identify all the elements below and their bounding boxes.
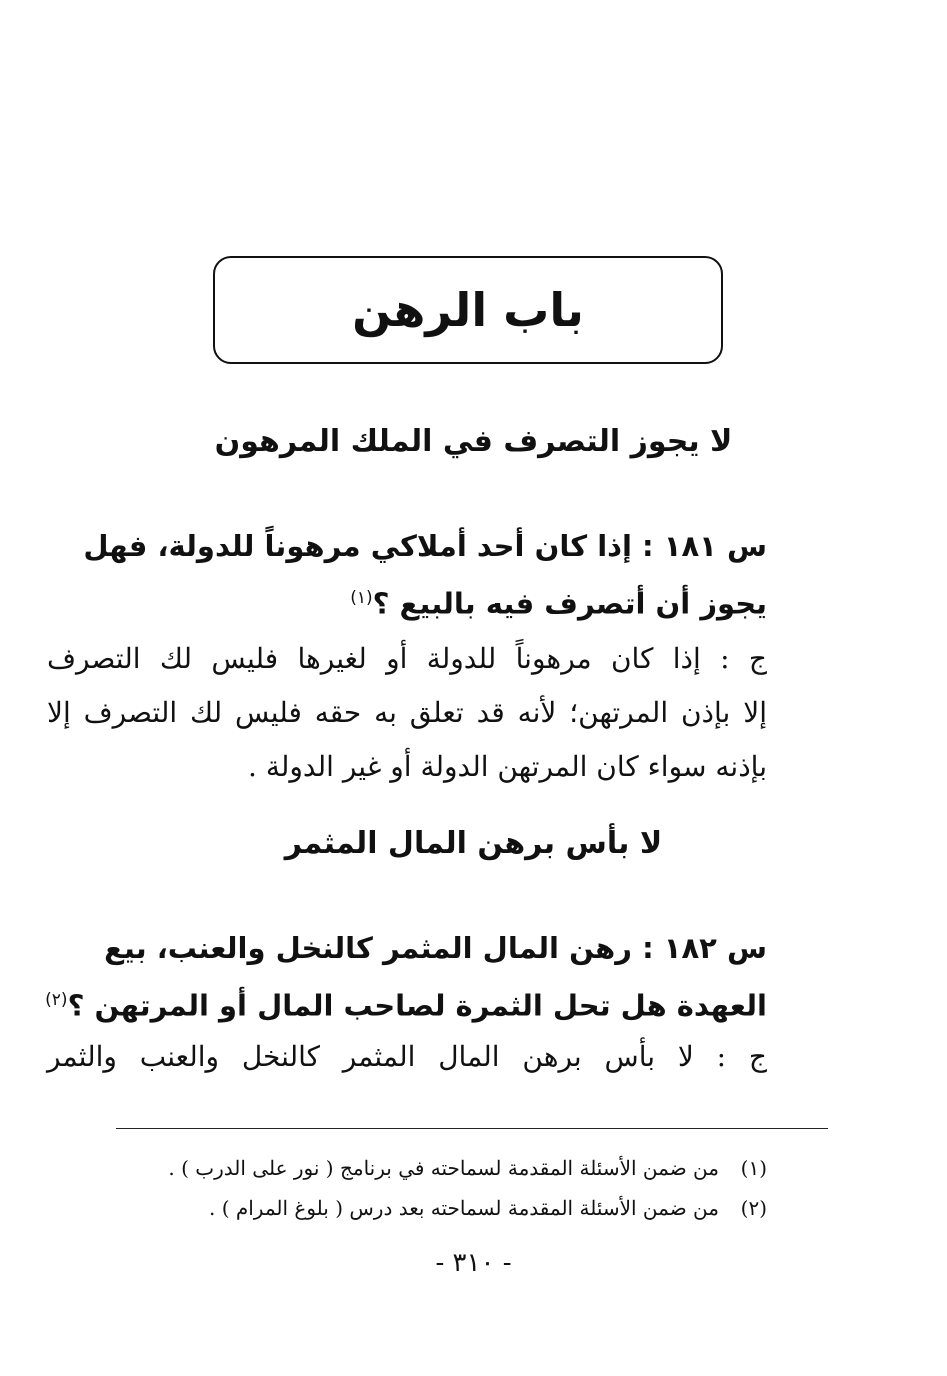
section-heading-1: لا يجوز التصرف في الملك المرهون xyxy=(214,424,733,459)
footnotes xyxy=(107,1148,767,1228)
chapter-title: باب الرهن xyxy=(352,283,584,337)
question-line: يجوز أن أتصرف فيه بالبيع ؟$^{(١)}$ xyxy=(350,586,767,621)
question-181 xyxy=(83,520,767,630)
answer-line: ج : لا بأس برهن المال المثمر كالنخل والعنب والثمر xyxy=(47,1040,767,1073)
footnote-ref: (١) xyxy=(350,588,373,608)
footnote-number: (٢) xyxy=(740,1196,767,1220)
answer-line: إلا بإذن المرتهن؛ لأنه قد تعلق به حقه فليس لك التصرف إلا xyxy=(47,696,767,729)
answer-182 xyxy=(47,1030,767,1084)
footnote-divider xyxy=(116,1128,828,1129)
footnote-2 xyxy=(107,1188,767,1228)
footnote-1 xyxy=(107,1148,767,1188)
footnote-text: من ضمن الأسئلة المقدمة لسماحته بعد درس ( بلوغ المرام ) . xyxy=(208,1196,719,1220)
answer-line: بإذنه سواء كان المرتهن الدولة أو غير الدولة . xyxy=(248,750,767,783)
answer-line: ج : إذا كان مرهوناً للدولة أو لغيرها فليس لك التصرف xyxy=(47,642,767,675)
footnote-text: من ضمن الأسئلة المقدمة لسماحته في برنامج ( نور على الدرب ) . xyxy=(168,1156,719,1180)
question-182 xyxy=(45,922,767,1032)
footnote-ref: (٢) xyxy=(45,990,68,1010)
section-heading-2: لا بأس برهن المال المثمر xyxy=(284,826,663,861)
question-line: س ١٨٢ : رهن المال المثمر كالنخل والعنب، بيع xyxy=(104,931,767,965)
question-line: العهدة هل تحل الثمرة لصاحب المال أو المرتهن ؟$^{(٢)}$ xyxy=(45,988,767,1023)
question-line: س ١٨١ : إذا كان أحد أملاكي مرهوناً للدولة، فهل xyxy=(83,529,767,563)
footnote-number: (١) xyxy=(740,1156,767,1180)
page-number: - ٣١٠ - xyxy=(435,1248,512,1278)
chapter-title-box xyxy=(213,256,723,364)
answer-181 xyxy=(47,632,767,794)
